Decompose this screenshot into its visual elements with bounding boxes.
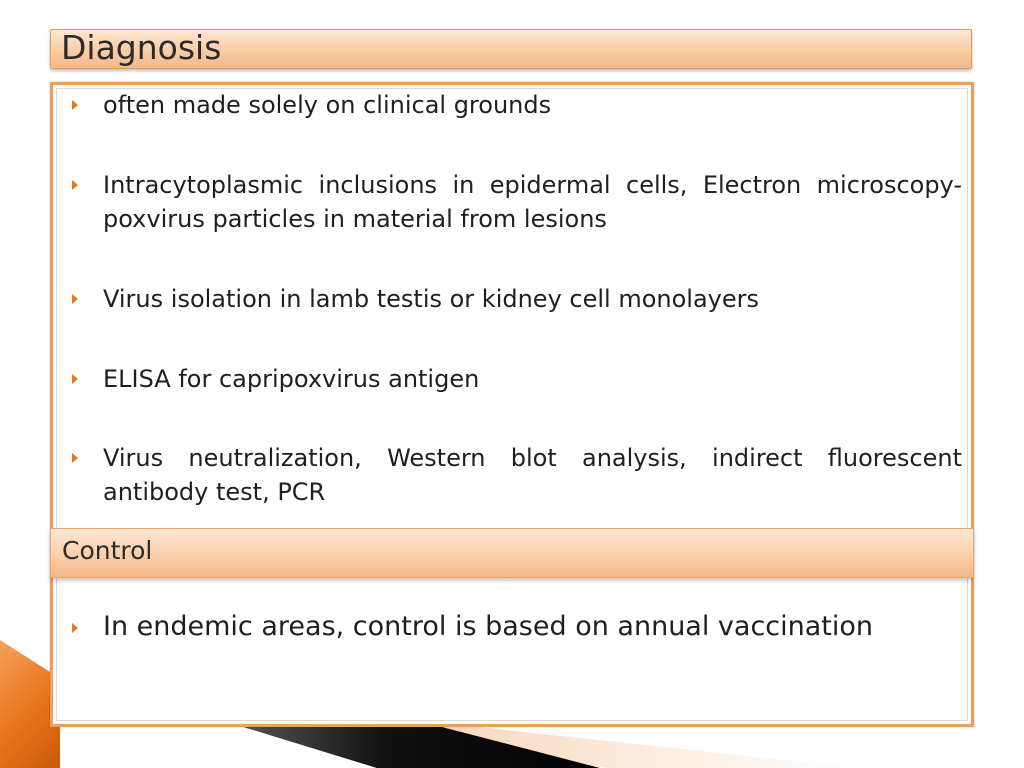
diagnosis-bullet-2: [72, 168, 962, 238]
bullet-text: often made solely on clinical grounds: [103, 91, 552, 119]
triangle-right-icon: [72, 623, 78, 633]
bullet-text: Virus neutralization, Western blot analysis, indirect fluorescent antibody test, PCR: [103, 444, 962, 506]
triangle-right-icon: [72, 100, 78, 110]
bullet-text: Intracytoplasmic inclusions in epidermal cells, Electron microscopy- poxvirus particles in material from lesions: [103, 171, 962, 233]
triangle-right-icon: [72, 180, 78, 190]
bullet-text: In endemic areas, control is based on annual vaccination: [103, 611, 874, 642]
diagnosis-bullet-3: [72, 282, 962, 322]
diagnosis-bullet-4: [72, 362, 962, 402]
triangle-right-icon: [72, 294, 78, 304]
title-bar: [50, 29, 972, 69]
diagnosis-bullet-5: [72, 441, 962, 511]
control-bullet-1: [72, 608, 962, 684]
triangle-right-icon: [72, 453, 78, 463]
control-heading-bar: [50, 528, 974, 578]
diagnosis-bullet-1: [72, 88, 962, 128]
control-heading: Control: [62, 536, 153, 565]
bullet-text: Virus isolation in lamb testis or kidney cell monolayers: [103, 285, 760, 313]
bullet-text: ELISA for capripoxvirus antigen: [103, 365, 480, 393]
triangle-right-icon: [72, 374, 78, 384]
slide-title: Diagnosis: [61, 28, 222, 67]
